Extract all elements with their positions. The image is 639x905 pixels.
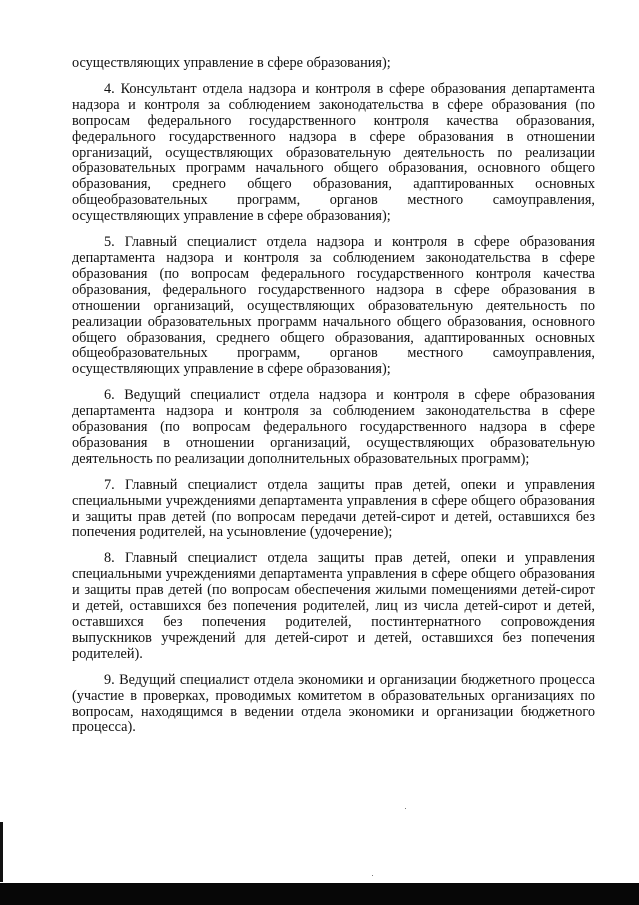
scan-left-edge xyxy=(0,822,3,882)
paragraph-item-6: 6. Ведущий специалист отдела надзора и контроля в сфере образования департамента надзора и контроля за соблюдением законодательства в сфере образования (по вопросам федерального государственного надзора в сфере образования в отношении организаций, осуществляющих образовательную деятельность по реализации дополнительных образовательных программ); xyxy=(72,387,595,467)
paragraph-item-9: 9. Ведущий специалист отдела экономики и организации бюджетного процесса (участие в проверках, проводимых комитетом в образовательных организациях по вопросам, находящимся в ведении отдела экономики и организации бюджетного процесса). xyxy=(72,671,595,736)
scan-speck xyxy=(405,808,406,809)
paragraph-item-7: 7. Главный специалист отдела защиты прав детей, опеки и управления специальными учреждениями департамента управления в сфере общего образования и защиты прав детей (по вопросам передачи детей-сирот и детей, оставшихся без попечения родителей, на усыновление (удочерение); xyxy=(72,476,595,541)
document-body xyxy=(72,56,595,746)
paragraph-continuation: осуществляющих управление в сфере образования); xyxy=(72,55,391,71)
paragraph-item-5: 5. Главный специалист отдела надзора и контроля в сфере образования департамента надзора и контроля за соблюдением законодательства в сфере образования (по вопросам федерального государственного контроля качества образования, федерального государственного надзора в сфере образования в отношении организаций, осуществляющих образовательную деятельность по реализации образовательных программ начального общего образования, основного общего образования, среднего общего образования, адаптированных основных общеобразовательных программ, органов местного самоуправления, осуществляющих управление в сфере образования); xyxy=(72,234,595,378)
paragraph-item-8: 8. Главный специалист отдела защиты прав детей, опеки и управления специальными учреждениями департамента управления в сфере общего образования и защиты прав детей (по вопросам обеспечения жилыми помещениями детей-сирот и детей, оставшихся без попечения родителей, лиц из числа детей-сирот и детей, оставшихся без попечения родителей, постинтернатного сопровождения выпускников учреждений для детей-сирот и детей, оставшихся без попечения родителей). xyxy=(72,550,595,662)
paragraph-item-4: 4. Консультант отдела надзора и контроля в сфере образования департамента надзора и контроля за соблюдением законодательства в сфере образования (по вопросам федерального государственного контроля качества образования, федерального государственного надзора в сфере образования в отношении организаций, осуществляющих образовательную деятельность по реализации образовательных программ начального общего образования, основного общего образования, среднего общего образования, адаптированных основных общеобразовательных программ, органов местного самоуправления, осуществляющих управление в сфере образования); xyxy=(72,80,595,225)
scan-bottom-edge xyxy=(0,883,639,905)
scan-speck xyxy=(372,875,373,876)
